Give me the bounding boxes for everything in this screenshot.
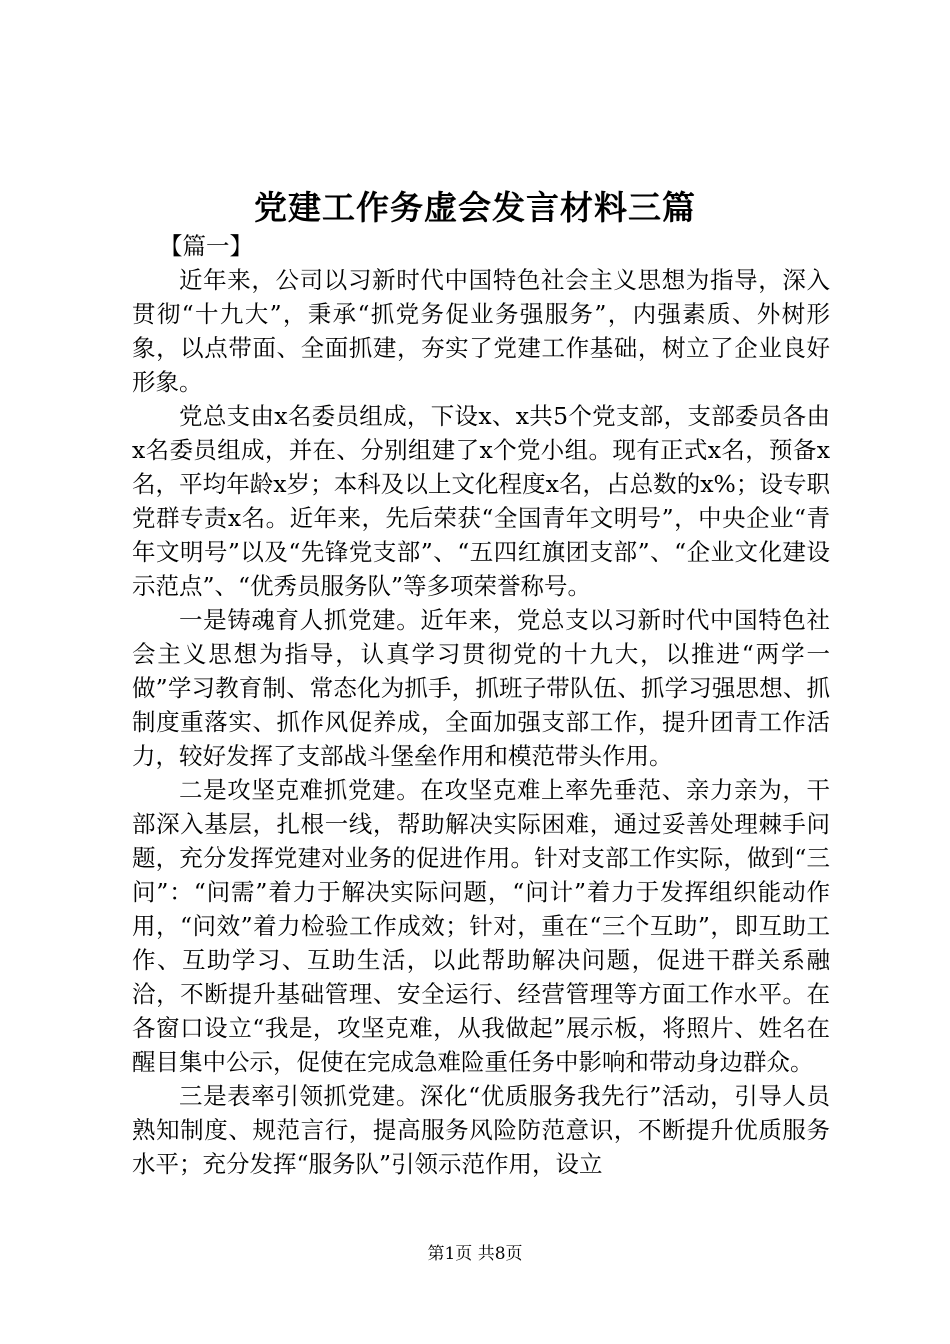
paragraph-intro: 近年来，公司以习新时代中国特色社会主义思想为指导，深入贯彻“十九大”，秉承“抓党务促业务强服务”，内强素质、外树形象，以点带面、全面抓建，夯实了党建工作基础，树立了企业良好形象。 xyxy=(132,266,830,396)
document-body xyxy=(132,229,830,1181)
paragraph-point-one: 一是铸魂育人抓党建。近年来，党总支以习新时代中国特色社会主义思想为指导，认真学习贯彻党的十九大，以推进“两学一做”学习教育制、常态化为抓手，抓班子带队伍、抓学习强思想、抓制度重落实、抓作风促养成，全面加强支部工作，提升团青工作活力，较好发挥了支部战斗堡垒作用和模范带头作用。 xyxy=(132,606,830,770)
paragraph-point-three: 三是表率引领抓党建。深化“优质服务我先行”活动，引导人员熟知制度、规范言行，提高服务风险防范意识，不断提升优质服务水平；充分发挥“服务队”引领示范作用，设立 xyxy=(132,1082,830,1178)
document-title: 党建工作务虚会发言材料三篇 xyxy=(254,188,696,227)
page-footer: 第1页 共8页 xyxy=(427,1244,523,1264)
paragraph-point-two: 二是攻坚克难抓党建。在攻坚克难上率先垂范、亲力亲为，干部深入基层，扎根一线，帮助解决实际困难，通过妥善处理棘手问题，充分发挥党建对业务的促进作用。针对支部工作实际，做到“三问”：“问需”着力于解决实际问题，“问计”着力于发挥组织能动作用，“问效”着力检验工作成效；针对，重在“三个互助”，即互助工作、互助学习、互助生活，以此帮助解决问题，促进干群关系融洽，不断提升基础管理、安全运行、经营管理等方面工作水平。在各窗口设立“我是，攻坚克难，从我做起”展示板，将照片、姓名在醒目集中公示，促使在完成急难险重任务中影响和带动身边群众。 xyxy=(132,776,830,1076)
section-label: 【篇一】 xyxy=(159,232,253,260)
paragraph-organization: 党总支由x名委员组成，下设x、x共5个党支部，支部委员各由x名委员组成，并在、分别组建了x个党小组。现有正式x名，预备x名，平均年龄x岁；本科及以上文化程度x名，占总数的x%；设专职党群专责x名。近年来，先后荣获“全国青年文明号”，中央企业“青年文明号”以及“先锋党支部”、“五四红旗团支部”、“企业文化建设示范点”、“优秀员服务队”等多项荣誉称号。 xyxy=(132,402,830,600)
